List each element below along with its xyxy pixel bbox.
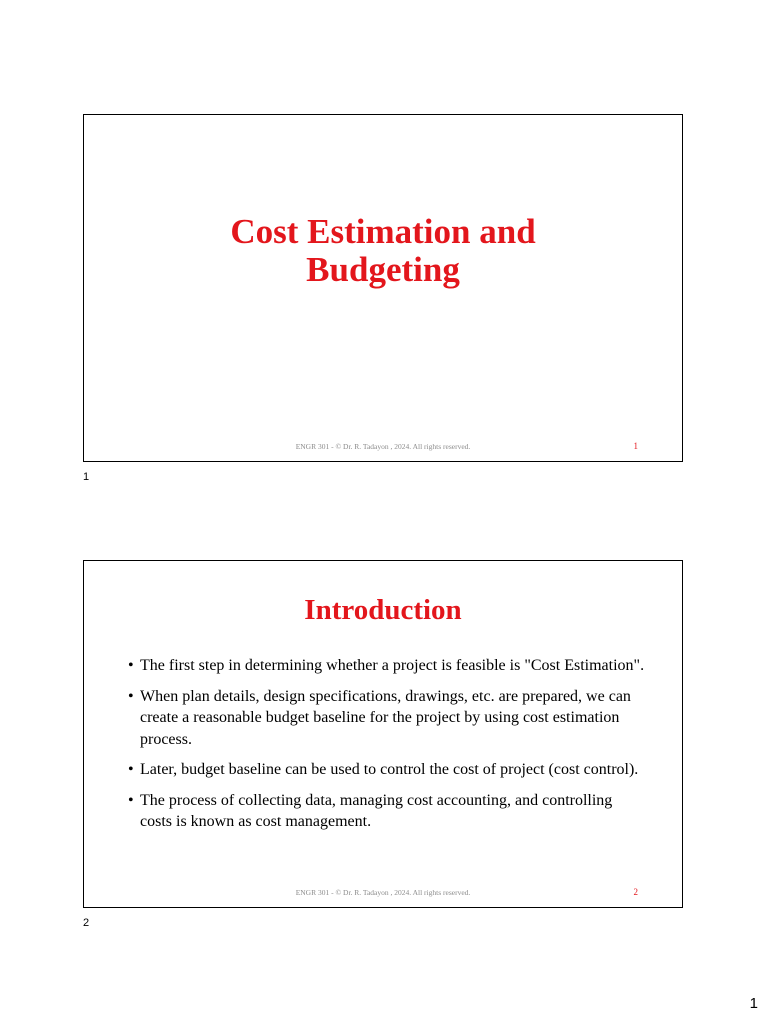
- bullet-icon: •: [128, 761, 134, 778]
- list-item: [128, 790, 648, 833]
- slide-title: [84, 213, 682, 289]
- bullet-text: Later, budget baseline can be used to control the cost of project (cost control).: [140, 761, 639, 778]
- list-item: [128, 655, 648, 677]
- slide-footer: ENGR 301 - © Dr. R. Tadayon , 2024. All rights reserved.: [295, 888, 471, 897]
- slide-label-1: 1: [83, 471, 90, 483]
- bullet-icon: •: [128, 791, 134, 809]
- bullet-icon: •: [128, 687, 134, 705]
- list-item: [128, 759, 648, 781]
- slide-title-line-1: Cost Estimation and: [230, 212, 536, 251]
- bullet-text: When plan details, design specifications, drawings, etc. are prepared, we can create a reasonable budget baseline for the project by using cost estimation process.: [140, 687, 631, 748]
- slide-footer: ENGR 301 - © Dr. R. Tadayon , 2024. All rights reserved.: [295, 442, 471, 451]
- list-item: [128, 686, 648, 751]
- page-number: 1: [749, 995, 758, 1012]
- bullet-icon: •: [128, 657, 134, 674]
- slide-1: [83, 114, 683, 462]
- bullet-list: [128, 655, 648, 842]
- slide-number: 2: [633, 887, 638, 897]
- slide-label-2: 2: [83, 917, 90, 929]
- bullet-text: The first step in determining whether a project is feasible is "Cost Estimation".: [140, 657, 645, 674]
- slide-2: [83, 560, 683, 908]
- slide-title-line-2: Budgeting: [306, 250, 460, 289]
- slide-title: Introduction: [304, 594, 462, 626]
- bullet-text: The process of collecting data, managing cost accounting, and controlling costs is known as cost management.: [140, 791, 613, 830]
- slide-number: 1: [633, 441, 638, 451]
